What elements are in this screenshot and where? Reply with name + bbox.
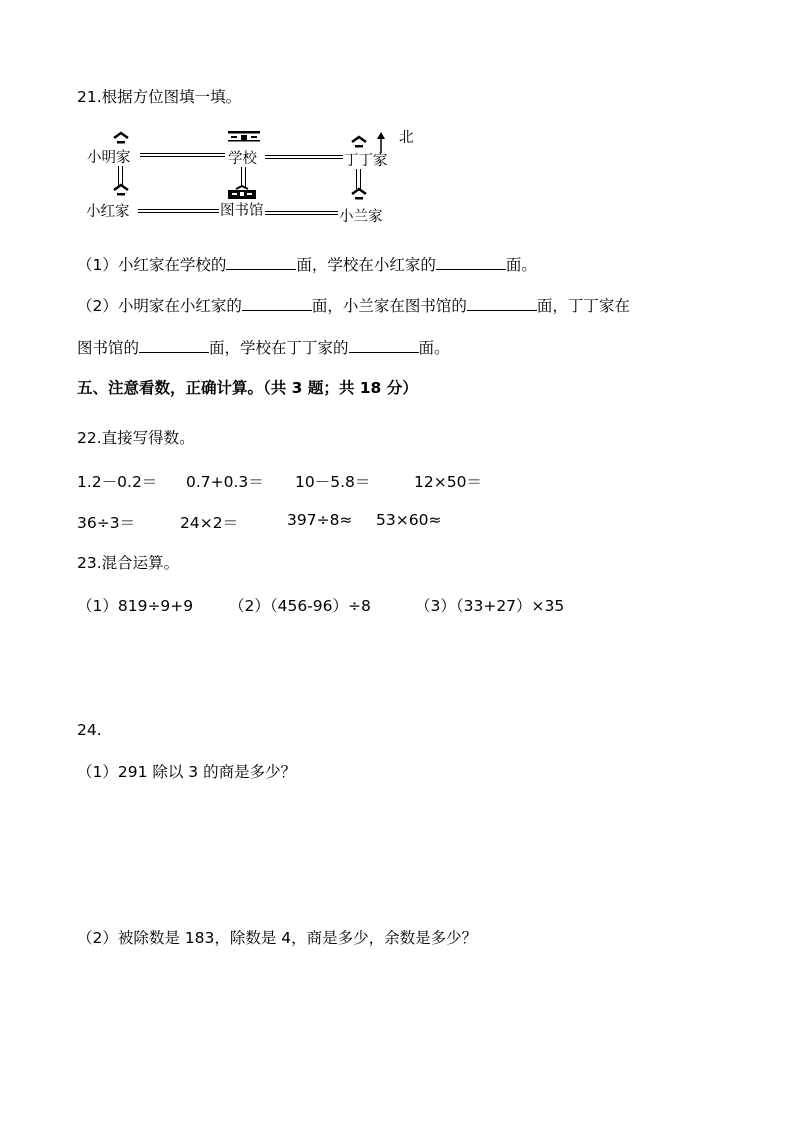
question-23-title: 23.混合运算。 [77, 554, 180, 572]
question-24-part-2: （2）被除数是 183，除数是 4，商是多少，余数是多少？ [77, 929, 478, 947]
mixed-operation-item: （2）（456-96）÷8 [229, 597, 371, 615]
road-school-dingding [265, 155, 345, 159]
question-21-part-2-line-2: 图书馆的 面，学校在丁丁家的 面。 [77, 339, 450, 357]
question-21-part-1: （1）小红家在学校的 面，学校在小红家的 面。 [77, 256, 537, 274]
question-24-title: 24. [77, 721, 102, 739]
calc-item: 10－5.8＝ [295, 473, 371, 491]
place-label-xiaoming: 小明家 [87, 150, 131, 166]
calc-item: 36÷3＝ [77, 514, 136, 532]
calc-item: 24×2＝ [180, 514, 239, 532]
road-xiaoming-school [140, 153, 225, 157]
question-21-part-2-line-1: （2）小明家在小红家的 面，小兰家在图书馆的 面，丁丁家在 [77, 297, 630, 315]
place-label-school: 学校 [228, 151, 257, 167]
road-dingding-xiaolan [356, 169, 361, 189]
question-24-part-1: （1）291 除以 3 的商是多少？ [77, 763, 297, 781]
answer-blank[interactable] [242, 296, 312, 311]
road-school-library [241, 167, 246, 187]
calc-item: 1.2－0.2＝ [77, 473, 158, 491]
answer-blank[interactable] [349, 338, 419, 353]
answer-blank[interactable] [436, 255, 506, 270]
calc-item: 12×50＝ [414, 473, 482, 491]
question-22-title: 22.直接写得数。 [77, 429, 195, 447]
direction-map-diagram [80, 125, 440, 230]
section-5-heading: 五、注意看数，正确计算。（共 3 题；共 18 分） [77, 379, 418, 397]
answer-blank[interactable] [139, 338, 209, 353]
place-label-xiaohong: 小红家 [86, 204, 130, 220]
mixed-operation-item: （1）819÷9+9 [77, 597, 194, 615]
calc-item: 0.7+0.3＝ [186, 473, 264, 491]
school-icon [227, 130, 261, 142]
calc-item: 53×60≈ [376, 511, 442, 529]
road-library-xiaolan [265, 211, 345, 215]
place-label-xiaolan: 小兰家 [339, 209, 383, 225]
house-icon [350, 187, 368, 201]
calc-item: 397÷8≈ [287, 511, 353, 529]
road-xiaohong-library [138, 209, 225, 213]
question-21-title: 21.根据方位图填一填。 [77, 88, 242, 106]
house-icon [112, 183, 130, 197]
mixed-operation-item: （3）（33+27）×35 [415, 597, 565, 615]
north-label: 北 [399, 130, 414, 146]
house-icon [350, 135, 368, 149]
place-label-dingding: 丁丁家 [344, 153, 388, 169]
answer-blank[interactable] [226, 255, 296, 270]
place-label-library: 图书馆 [220, 203, 264, 219]
library-icon [226, 185, 258, 200]
house-icon [112, 131, 130, 145]
answer-blank[interactable] [467, 296, 537, 311]
